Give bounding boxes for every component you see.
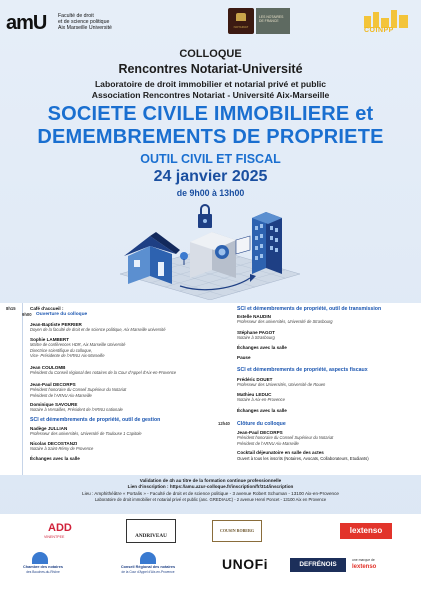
defrenois-text: DEFRÉNOIS — [299, 561, 337, 568]
lab-address: Laboratoire de droit immobilier et notarial privé et public (anc. GREDIAUC) - 2 avenue Henri Poncet - 13100 Aix en Provence — [94, 497, 327, 503]
lextenso-brand-caption: une marque de — [352, 558, 375, 562]
conseil-text: Conseil Régional des notaires — [120, 565, 176, 569]
notariat-crest-logo — [228, 8, 254, 34]
speaker-role: Directrice scientifique du colloque, — [30, 347, 93, 353]
add-logo-sub: VINENTPEE — [44, 535, 65, 539]
coinpp-building-icon — [373, 12, 379, 28]
speaker-name: Frédéric DOUET — [237, 377, 273, 382]
add-logo: ADD — [48, 522, 72, 534]
speaker-block — [30, 322, 220, 333]
cocktail-note: Ouvert à tous les inscrits (Notaires, Avocats, Collaborateurs, Etudiants) — [237, 456, 369, 461]
event-time: de 9h00 à 13h00 — [176, 188, 245, 198]
organizer-lab: Laboratoire de droit immobilier et notarial privé et public — [94, 79, 327, 89]
conseil-regional-logo — [104, 552, 192, 578]
speaker-role: Président de l'ARNU Aix-Marseille — [30, 392, 92, 398]
cousin-roberg-text: COUSIN ROBERG — [220, 528, 254, 533]
notaires-logo — [256, 8, 290, 34]
speaker-name: Stéphane PAGOT — [237, 330, 275, 335]
event-date: 24 janvier 2025 — [153, 168, 268, 185]
speaker-role: Notaire à Aix-en-Provence — [237, 397, 285, 403]
chambre-icon — [32, 552, 48, 564]
training-validation: Validation de 4h au titre de la formation continue professionnelle — [139, 478, 282, 483]
crest-icon — [236, 13, 246, 21]
exchange-label: Échanges avec la salle — [237, 408, 287, 413]
timeline-divider — [22, 303, 23, 475]
speaker-block — [30, 337, 220, 359]
amu-line-1: Faculté de droit — [58, 13, 94, 19]
notaires-text: LES NOTAIRES DE FRANCE — [259, 15, 284, 23]
speaker-name: Jean COULOMB — [30, 365, 66, 370]
speaker-role: Président honoraire du Conseil Supérieur du Notariat — [237, 435, 334, 441]
speaker-name: Dominique SAVOURE — [30, 402, 78, 407]
speaker-block — [30, 382, 220, 398]
crest-text: NOTARIAT — [233, 25, 249, 29]
time-welcome: 8h15 — [6, 306, 16, 311]
speaker-name: Mathieu LEDUC — [237, 392, 272, 397]
amu-logo: amU — [6, 12, 47, 34]
speaker-role: Notaire à Saint-Rémy de Provence — [30, 446, 94, 452]
speaker-name: Jean-Paul DECORPS — [237, 430, 283, 435]
cousin-roberg-logo — [212, 520, 262, 542]
speaker-role: Professeur des Universités, Université de Rouen — [237, 382, 326, 388]
pause-label: Pause — [237, 355, 251, 360]
speaker-role: Président de l'ARNU Aix-Marseille — [237, 440, 299, 446]
venue-address: Lieu : Amphithéâtre « Portalis » - Faculté de droit et de science politique - 3 avenue Robert Schuman - 13100 Aix-en-Provence — [82, 490, 339, 496]
andriveau-text: ANDRIVEAU — [135, 533, 167, 539]
speaker-name: Sophie LAMBERT — [30, 337, 70, 342]
speaker-block — [30, 402, 220, 413]
unofi-logo: UNOFi — [222, 556, 269, 572]
section-gestion-title: SCI et démembrements de propriété, outil de gestion — [30, 417, 161, 423]
lextenso-brand: lextenso — [352, 564, 377, 570]
footer-info — [0, 478, 421, 504]
amu-line-2: et de science politique — [58, 19, 110, 25]
header — [0, 0, 421, 42]
section-transmission-title: SCI et démembrements de propriété, outil de transmission — [237, 306, 382, 312]
speaker-name: Jean-Baptiste PERRIER — [30, 322, 82, 327]
amu-subtitle — [58, 13, 148, 31]
registration-link[interactable]: Lien d'inscription : https://amu.azur-colloque.fr/inscription/fr/314/inscription — [127, 484, 294, 490]
andriveau-logo — [126, 519, 176, 543]
cocktail-label: Cocktail déjeunatoire en salle des actes — [237, 450, 324, 455]
speaker-role: Professeur des universités, Université de Toulouse 1 Capitole — [30, 431, 142, 437]
speaker-block — [237, 430, 417, 446]
coinpp-logo — [362, 8, 412, 34]
speaker-name: Jean-Paul DECORPS — [30, 382, 76, 387]
chambre-text: Chambre des notaires — [23, 565, 63, 569]
partner-logos — [0, 514, 421, 599]
coinpp-text: COINPP — [364, 27, 394, 34]
event-series: Rencontres Notariat-Université — [118, 62, 303, 76]
coinpp-building-icon — [391, 10, 397, 28]
speaker-role: Président du Conseil régional des notaires de la Cour d'Appel d'Aix-en-Provence — [30, 370, 177, 376]
speaker-block — [237, 392, 417, 403]
event-type: COLLOQUE — [179, 48, 242, 60]
speaker-block — [30, 365, 220, 376]
chambre-notaires-logo — [14, 552, 72, 578]
speaker-name: Estelle NAUDIN — [237, 314, 271, 319]
time-closing: 12h40 — [218, 421, 230, 426]
amu-line-3: Aix Marseille Université — [58, 25, 112, 31]
welcome-label: Café d'accueil : — [30, 306, 64, 311]
speaker-name: Nicolas DECOSTANZI — [30, 441, 78, 446]
speaker-block — [237, 330, 417, 341]
organizer-association: Association Rencontres Notariat - Université Aix-Marseille — [91, 90, 330, 100]
speaker-role: Notaire à Versailles, Président de l'ARNU nationale — [30, 407, 123, 413]
speaker-role: Notaire à Strasbourg — [237, 335, 275, 341]
defrenois-logo — [290, 558, 346, 572]
speaker-role: Maître de conférences HDR, Aix Marseille Université — [30, 342, 126, 348]
time-opening: 9h00 — [22, 312, 32, 317]
speaker-role: Vice- Présidente de l'ARNU Aix-Marseille — [30, 353, 105, 359]
lextenso-text: lextenso — [349, 526, 383, 535]
subtitle: OUTIL CIVIL ET FISCAL — [140, 152, 281, 166]
main-title-line-1: SOCIETE CIVILE IMMOBILIERE et — [47, 103, 374, 125]
main-title-line-2: DEMEMBREMENTS DE PROPRIETE — [37, 126, 384, 148]
conseil-icon — [140, 552, 156, 564]
speaker-role: Professeur des universités, Université de Strasbourg — [237, 319, 333, 325]
section-fiscaux-title: SCI et démembrements de propriété, aspects fiscaux — [237, 367, 368, 373]
real-estate-illustration — [110, 196, 310, 300]
chambre-sub: des Bouches-du-Rhône — [26, 570, 60, 574]
speaker-block — [237, 377, 417, 388]
speaker-block — [30, 426, 220, 437]
speaker-block — [30, 441, 220, 452]
speaker-role: Doyen de la faculté de droit et de science politique, Aix Marseille université — [30, 327, 166, 333]
speaker-role: Président honoraire du Conseil Supérieur du Notariat — [30, 387, 127, 393]
speaker-name: Nadège JULLIAN — [30, 426, 68, 431]
speaker-block — [237, 314, 417, 325]
closing-label: Clôture du colloque — [237, 421, 286, 427]
opening-label: Ouverture du colloque — [36, 312, 88, 317]
conseil-sub: de la Cour d'Appel d'Aix-en-Provence — [121, 570, 175, 574]
exchange-label: Échanges avec la salle — [237, 345, 287, 350]
coinpp-building-icon — [399, 15, 408, 28]
exchange-label: Échanges avec la salle — [30, 456, 80, 461]
lextenso-logo — [340, 523, 392, 539]
program — [0, 303, 421, 475]
